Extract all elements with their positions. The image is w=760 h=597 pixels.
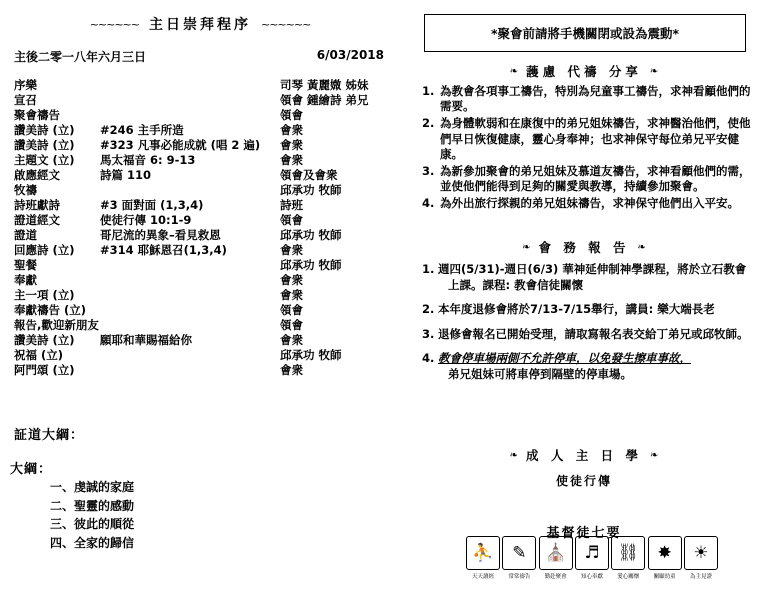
- prayer-item: [422, 84, 752, 114]
- service-row: [14, 198, 388, 213]
- service-row: [14, 183, 388, 198]
- prayer-items-list: [422, 84, 752, 213]
- service-item: 讚美詩 (立): [14, 333, 75, 347]
- business-item-text: [438, 262, 756, 293]
- service-item: 主題文 (立): [14, 153, 75, 167]
- service-person: 會衆: [280, 363, 303, 377]
- business-item-text: [438, 302, 756, 318]
- prayer-item: [422, 164, 752, 194]
- service-row: [14, 363, 388, 378]
- service-row: [14, 153, 388, 168]
- service-item: 讚美詩 (立): [14, 138, 75, 152]
- essential-label: 為主見證: [689, 574, 712, 580]
- ornament-right-icon: ❧: [649, 449, 659, 461]
- essential-label: 關顧幼童: [653, 574, 676, 580]
- business-item-number: 2.: [422, 302, 435, 317]
- service-item: 讚美詩 (立): [14, 123, 75, 137]
- business-heading-text: 會 務 報 告: [538, 240, 630, 255]
- prayer-item-number: 4.: [422, 196, 435, 211]
- business-item-line1: 教會停車場兩側不允許停車，以免發生擦車事故，: [438, 351, 691, 366]
- service-person: 邱承功 牧師: [280, 183, 342, 197]
- service-item: 奉獻禱告 (立): [14, 303, 87, 317]
- business-item-number: 1.: [422, 262, 435, 276]
- prayer-item-number: 3.: [422, 163, 435, 178]
- offering-icon: ♬: [575, 536, 609, 570]
- service-person: 會衆: [280, 273, 303, 287]
- service-item: 牧禱: [14, 183, 37, 197]
- service-detail: #323 凡事必能成就 (唱 2 遍): [100, 138, 261, 152]
- service-person: 會衆: [280, 123, 303, 137]
- prayer-item-text: 為身體軟弱和在康復中的弟兄姐妹禱告，求神醫治他們，使他們早日恢復健康，靈心身奉神；也求神保守每位弟兄平安健康。: [440, 116, 751, 161]
- service-person: 領會 鍾繪詩 弟兄: [280, 93, 369, 107]
- service-row: [14, 273, 388, 288]
- service-person: 詩班: [280, 198, 303, 212]
- outline-point: 四、全家的歸信: [50, 535, 135, 550]
- service-person: 領會: [280, 303, 303, 317]
- service-person: 會衆: [280, 138, 303, 152]
- ornament-right-icon: ❧: [649, 65, 659, 77]
- business-items-list: [422, 262, 756, 391]
- business-item-number: 4.: [422, 351, 435, 366]
- service-item: 啟應經文: [14, 168, 60, 182]
- prayer-item-number: 1.: [422, 84, 435, 98]
- prayer-heading-text: 䕶慮 代禱 分享: [526, 64, 642, 79]
- service-detail: 詩篇 110: [100, 168, 152, 182]
- business-item-text: [438, 351, 756, 382]
- essential-label: 知心奉獻: [580, 574, 603, 580]
- business-item-line2: 上課。課程: 教會信徒關懷: [448, 277, 584, 292]
- witness-icon: ✸: [648, 536, 682, 570]
- prayer-item-text: 為外出旅行探親的弟兄姐妹禱告，求神保守他們出入平安。: [440, 196, 739, 211]
- business-item-line1: 退修會報名已開始受理，請取寫報名表交給丁弟兄或邱牧師。: [438, 326, 749, 341]
- business-item: [422, 302, 756, 318]
- bulletin-title-row: [10, 14, 390, 34]
- service-item: 宣召: [14, 93, 37, 107]
- outline-point: 二、聖靈的感動: [50, 498, 135, 513]
- service-row: [14, 243, 388, 258]
- seven-essentials-icons: [466, 536, 718, 588]
- service-person: 邱承功 牧師: [280, 348, 342, 362]
- business-item-line1: 週四(5/31)-週日(6/3) 華神延伸制神學課程，將於立石教會: [438, 262, 747, 276]
- prayer-section-heading: [424, 62, 744, 80]
- service-person: 會衆: [280, 333, 303, 347]
- service-row: [14, 228, 388, 243]
- sermon-outline-title: 証道大綱：: [14, 428, 85, 443]
- essential-item: [539, 536, 573, 588]
- service-item: 回應詩 (立): [14, 243, 75, 257]
- service-detail: 願耶和華賜福給你: [100, 333, 192, 347]
- essential-item: [684, 536, 718, 588]
- service-item: 報告,歡迎新朋友: [14, 318, 99, 332]
- service-person: 司琴 黃麗媺 姊妹: [280, 78, 369, 92]
- service-item: 證道經文: [14, 213, 60, 227]
- essential-label: 常常禱告: [508, 574, 531, 580]
- ornament-right-icon: ❧: [637, 241, 646, 253]
- service-person: 邱承功 牧師: [280, 258, 342, 272]
- title-decoration-left: ~~~~~~: [89, 17, 139, 31]
- service-row: [14, 348, 388, 363]
- outline-point: 三、彼此的順從: [50, 517, 135, 532]
- church-icon: ⛪: [539, 536, 573, 570]
- business-item: [422, 262, 756, 293]
- service-item: 證道: [14, 228, 37, 242]
- service-row: [14, 78, 388, 93]
- service-person: 邱承功 牧師: [280, 228, 342, 242]
- service-detail: #246 主手所造: [100, 123, 184, 137]
- seven-essentials-title: 基督徒七要: [546, 526, 622, 541]
- evangelism-icon: ☀: [684, 536, 718, 570]
- service-row: [14, 333, 388, 348]
- right-column: [404, 0, 760, 597]
- service-row: [14, 258, 388, 273]
- essential-label: 天天讀經: [471, 574, 494, 580]
- business-section-heading: [424, 238, 744, 256]
- order-of-service-list: [14, 78, 388, 378]
- bible-icon: ✎: [502, 536, 536, 570]
- service-detail: 哥尼流的異象–看見救恩: [100, 228, 221, 242]
- service-row: [14, 213, 388, 228]
- service-row: [14, 318, 388, 333]
- service-item: 阿門頌 (立): [14, 363, 75, 377]
- outline-label: 大綱：: [10, 462, 53, 477]
- service-detail: 使徒行傳 10:1-9: [100, 213, 192, 227]
- title-decoration-right: ~~~~~~: [261, 17, 311, 31]
- service-row: [14, 168, 388, 183]
- prayer-item: [422, 116, 752, 162]
- service-row: [14, 303, 388, 318]
- service-row: [14, 93, 388, 108]
- service-item: 主一項 (立): [14, 288, 75, 302]
- service-detail: 馬太福音 6: 9-13: [100, 153, 196, 167]
- essential-item: [466, 536, 500, 588]
- prayer-item-text: 為新參加聚會的弟兄姐妹及慕道友禱告，求神看顧他們的需，並使他們能得到足夠的關愛與教導，持續參加聚會。: [440, 163, 751, 194]
- essential-label: 勤赴聚會: [544, 574, 567, 580]
- service-person: 會衆: [280, 288, 303, 302]
- service-person: 領會及會衆: [280, 168, 338, 182]
- prayer-item-text: 為教會各項事工禱告，特別為兒童事工禱告，求神看顧他們的需要。: [440, 84, 751, 114]
- page-title: 主日崇拜程序: [149, 17, 251, 33]
- business-item-text: [438, 327, 756, 343]
- business-item-line2: 弟兄姐妹可將車停到隔壁的停車場。: [448, 366, 632, 381]
- adult-school-subject: 使徒行傳: [555, 474, 612, 488]
- service-person: 領會: [280, 108, 303, 122]
- service-item: 祝福 (立): [14, 348, 64, 362]
- date-chinese: 主後二零一八年六月三日: [14, 50, 147, 64]
- prayer-item: [422, 196, 752, 211]
- phone-notice-box: *聚會前請將手機關閉或設為震動*: [424, 14, 746, 52]
- service-item: 聚會禱告: [14, 108, 60, 122]
- business-item: [422, 327, 756, 343]
- essential-item: [575, 536, 609, 588]
- service-item: 聖餐: [14, 258, 37, 272]
- service-item: 序樂: [14, 78, 37, 92]
- service-item: 詩班獻詩: [14, 198, 60, 212]
- prayer-item-number: 2.: [422, 116, 435, 131]
- service-item: 奉獻: [14, 273, 37, 287]
- essential-item: [502, 536, 536, 588]
- date-numeric: 6/03/2018: [316, 48, 384, 62]
- service-person: 領會: [280, 318, 303, 332]
- service-detail: #314 耶穌恩召(1,3,4): [100, 243, 227, 257]
- business-item-number: 3.: [422, 326, 435, 341]
- adult-school-heading: [424, 446, 744, 464]
- service-row: [14, 288, 388, 303]
- ornament-left-icon: ❧: [509, 65, 519, 77]
- service-detail: #3 面對面 (1,3,4): [100, 198, 204, 212]
- service-person: 會衆: [280, 243, 303, 257]
- service-row: [14, 123, 388, 138]
- sermon-outline-points: [50, 478, 134, 552]
- service-row: [14, 108, 388, 123]
- essential-item: [648, 536, 682, 588]
- essential-label: 愛心關懷: [617, 574, 640, 580]
- date-bar: [14, 48, 384, 65]
- service-person: 會衆: [280, 153, 303, 167]
- adult-school-heading-text: 成 人 主 日 學: [526, 448, 642, 463]
- business-item: [422, 351, 756, 382]
- prayer-icon: ⛹: [466, 536, 500, 570]
- fellowship-icon: ⛓: [611, 536, 645, 570]
- service-person: 領會: [280, 213, 303, 227]
- essential-item: [611, 536, 645, 588]
- ornament-left-icon: ❧: [509, 449, 519, 461]
- business-item-line1: 本年度退修會將於7/13-7/15舉行，講員: 樂大端長老: [438, 302, 715, 317]
- service-row: [14, 138, 388, 153]
- outline-point: 一、虔誠的家庭: [50, 480, 135, 494]
- ornament-left-icon: ❧: [522, 241, 531, 253]
